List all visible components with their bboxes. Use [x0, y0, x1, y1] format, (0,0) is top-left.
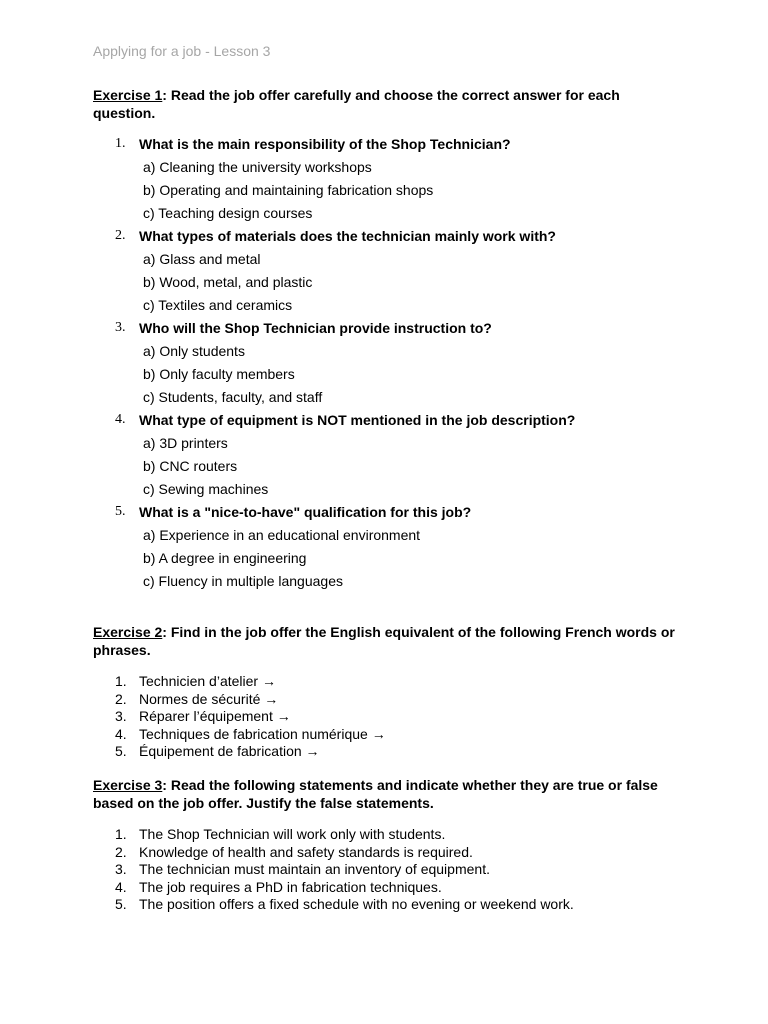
list-item	[93, 673, 693, 691]
list-item	[93, 826, 693, 844]
exercise-3-instruction: : Read the following statements and indicate whether they are true or false based on the job offer. Justify the false statements.	[93, 777, 658, 811]
exercise-2-list	[93, 673, 693, 761]
question-4	[93, 409, 693, 501]
list-number: 1.	[115, 826, 127, 842]
answer-option: a) Experience in an educational environment	[143, 527, 421, 543]
list-number: 2.	[115, 690, 127, 707]
answer-option: c) Sewing machines	[143, 481, 269, 497]
document-header: Applying for a job - Lesson 3	[93, 43, 271, 59]
exercise-1-label: Exercise 1	[93, 87, 163, 103]
list-text: The position offers a fixed schedule with no evening or weekend work.	[139, 896, 574, 913]
exercise-1-instruction: : Read the job offer carefully and choose the correct answer for each question.	[93, 87, 620, 121]
list-number: 3.	[115, 708, 127, 725]
list-number: 3.	[115, 861, 127, 878]
question-number: 3.	[115, 320, 126, 335]
list-text: The technician must maintain an inventory of equipment.	[139, 861, 490, 878]
question-text: Who will the Shop Technician provide instruction to?	[139, 320, 492, 336]
answer-option: a) Glass and metal	[143, 251, 261, 267]
answer-option: c) Teaching design courses	[143, 205, 313, 221]
answer-option: b) Only faculty members	[143, 366, 295, 382]
exercise-2-label: Exercise 2	[93, 624, 163, 640]
answer-option: a) Only students	[143, 343, 245, 359]
list-item	[93, 743, 693, 761]
list-number: 4.	[115, 878, 127, 895]
question-number: 1.	[115, 136, 126, 151]
question-3	[93, 317, 693, 409]
list-text: The job requires a PhD in fabrication techniques.	[139, 878, 442, 895]
list-item	[93, 896, 693, 914]
list-item	[93, 691, 693, 709]
list-text: Réparer l’équipement →	[139, 708, 291, 725]
answer-option: a) 3D printers	[143, 435, 228, 451]
exercise-1-questions	[93, 133, 693, 593]
question-5	[93, 501, 693, 593]
exercise-3-list	[93, 826, 693, 914]
list-item	[93, 844, 693, 862]
question-text: What is a "nice-to-have" qualification for this job?	[139, 504, 472, 520]
exercise-1-heading	[93, 86, 683, 122]
question-text: What type of equipment is NOT mentioned in the job description?	[139, 412, 576, 428]
answer-option: b) CNC routers	[143, 458, 238, 474]
question-number: 4.	[115, 412, 126, 427]
exercise-3-label: Exercise 3	[93, 777, 163, 793]
list-number: 1.	[115, 673, 127, 689]
list-item	[93, 861, 693, 879]
exercise-3-heading	[93, 776, 683, 812]
list-text: Techniques de fabrication numérique →	[139, 725, 386, 742]
list-item	[93, 879, 693, 897]
list-number: 4.	[115, 725, 127, 742]
question-text: What types of materials does the technician mainly work with?	[139, 228, 556, 244]
list-number: 2.	[115, 843, 127, 860]
list-number: 5.	[115, 743, 127, 760]
list-text: Équipement de fabrication →	[139, 743, 320, 760]
exercise-2-heading	[93, 623, 683, 659]
list-item	[93, 708, 693, 726]
answer-option: c) Students, faculty, and staff	[143, 389, 323, 405]
list-text: Normes de sécurité →	[139, 690, 279, 707]
question-number: 2.	[115, 228, 126, 243]
answer-option: c) Textiles and ceramics	[143, 297, 293, 313]
list-text: The Shop Technician will work only with students.	[139, 826, 446, 842]
answer-option: a) Cleaning the university workshops	[143, 159, 372, 175]
answer-option: c) Fluency in multiple languages	[143, 573, 343, 589]
list-text: Knowledge of health and safety standards is required.	[139, 843, 473, 860]
answer-option: b) Wood, metal, and plastic	[143, 274, 313, 290]
question-text: What is the main responsibility of the Shop Technician?	[139, 136, 511, 152]
question-number: 5.	[115, 504, 126, 519]
question-1	[93, 133, 693, 225]
question-2	[93, 225, 693, 317]
answer-option: b) A degree in engineering	[143, 550, 307, 566]
exercise-2-instruction: : Find in the job offer the English equivalent of the following French words or phrases.	[93, 624, 675, 658]
list-number: 5.	[115, 896, 127, 913]
list-item	[93, 726, 693, 744]
answer-option: b) Operating and maintaining fabrication shops	[143, 182, 434, 198]
list-text: Technicien d’atelier →	[139, 673, 276, 689]
